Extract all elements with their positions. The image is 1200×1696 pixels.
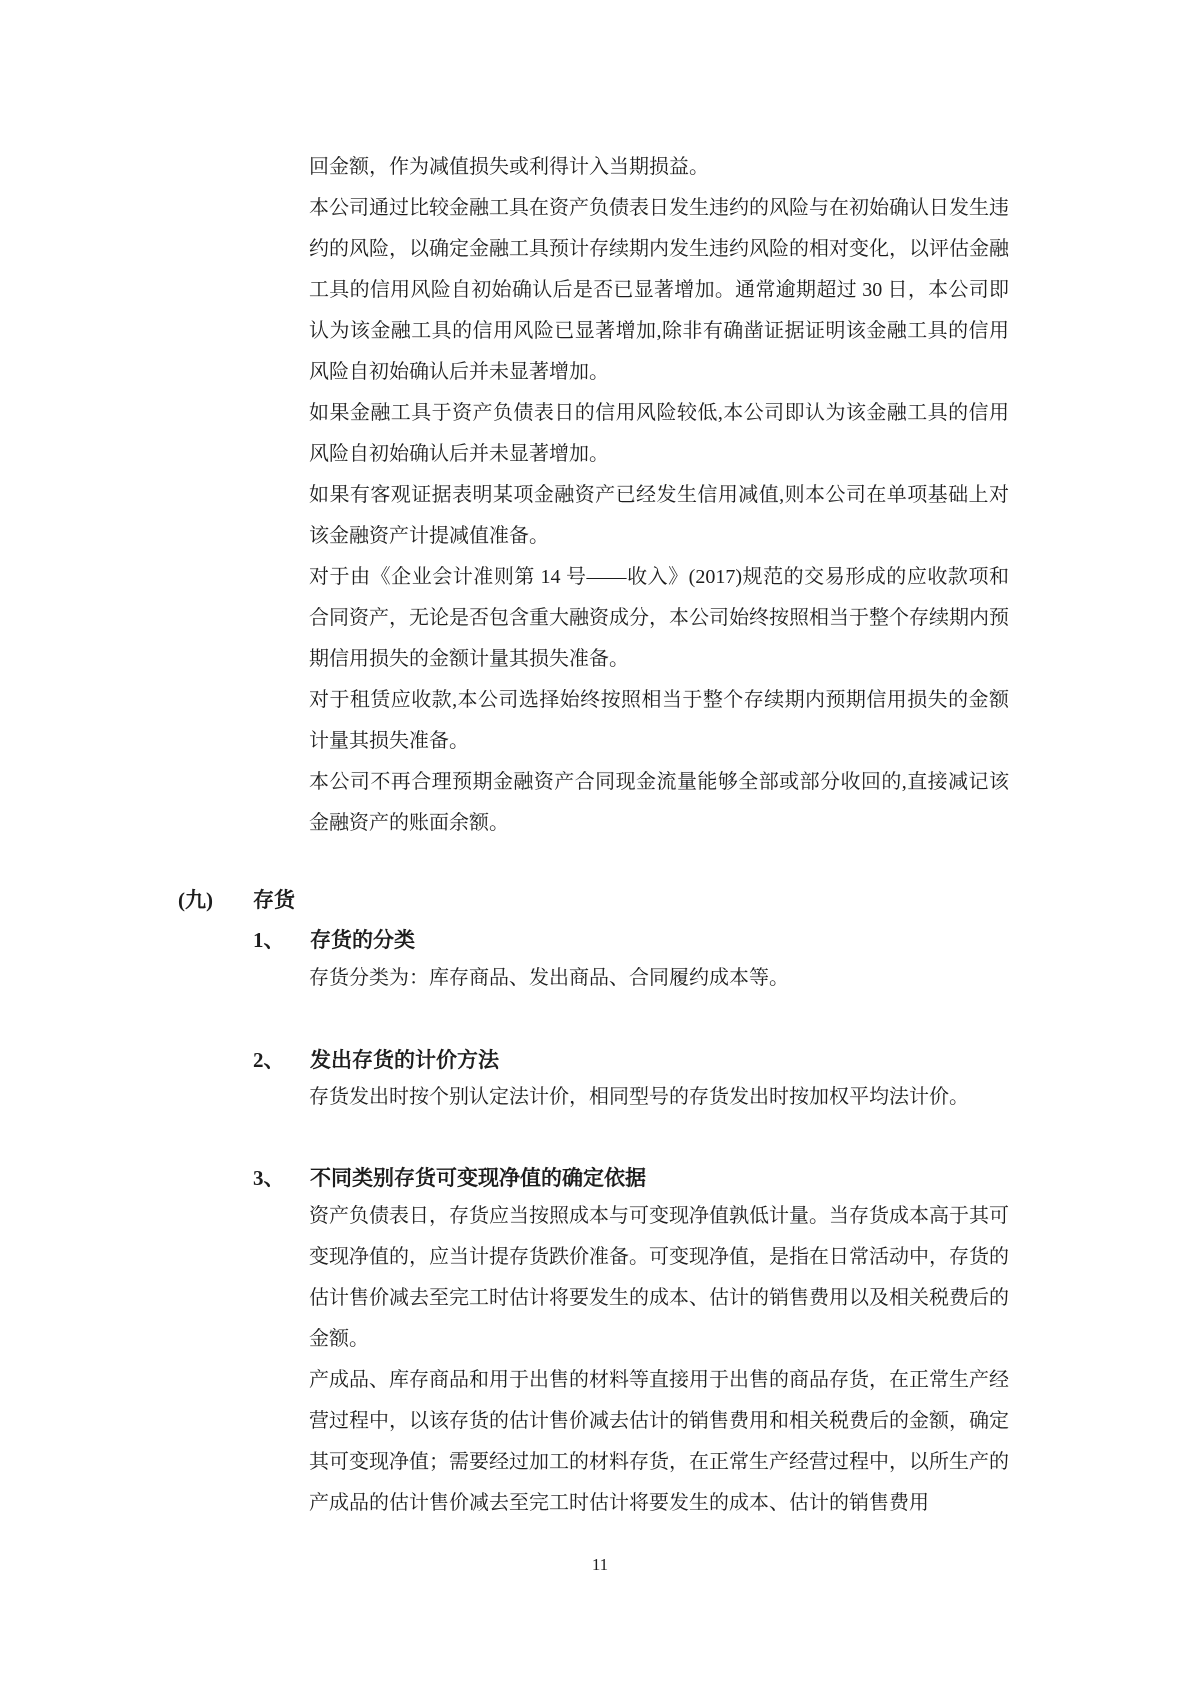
subsection-2-title: 发出存货的计价方法: [310, 1049, 499, 1072]
intro-paragraphs: [309, 147, 1009, 844]
paragraph: 如果有客观证据表明某项金融资产已经发生信用减值,则本公司在单项基础上对该金融资产计提减值准备。: [309, 484, 1009, 547]
paragraph: 资产负债表日，存货应当按照成本与可变现净值孰低计量。当存货成本高于其可变现净值的，应当计提存货跌价准备。可变现净值，是指在日常活动中，存货的估计售价减去至完工时估计将要发生的成本、估计的销售费用以及相关税费后的金额。: [309, 1205, 1009, 1350]
subsection-1-body: [309, 958, 1009, 999]
subsection-2-heading: [253, 1045, 499, 1076]
paragraph: 如果金融工具于资产负债表日的信用风险较低,本公司即认为该金融工具的信用风险自初始确认后并未显著增加。: [309, 402, 1009, 465]
subsection-3-number: 3、: [253, 1166, 285, 1190]
subsection-3-title: 不同类别存货可变现净值的确定依据: [310, 1167, 646, 1190]
paragraph: 本公司不再合理预期金融资产合同现金流量能够全部或部分收回的,直接减记该金融资产的账面余额。: [309, 771, 1009, 834]
section-title: 存货: [253, 889, 295, 912]
paragraph: 产成品、库存商品和用于出售的材料等直接用于出售的商品存货，在正常生产经营过程中，以该存货的估计售价减去估计的销售费用和相关税费后的金额，确定其可变现净值；需要经过加工的材料存货，在正常生产经营过程中，以所生产的产成品的估计售价减去至完工时估计将要发生的成本、估计的销售费用: [309, 1369, 1009, 1514]
paragraph: 本公司通过比较金融工具在资产负债表日发生违约的风险与在初始确认日发生违约的风险，以确定金融工具预计存续期内发生违约风险的相对变化，以评估金融工具的信用风险自初始确认后是否已显著增加。通常逾期超过 30 日，本公司即认为该金融工具的信用风险已显著增加,除非有确凿证据证明该金融工具的信用风险自初始确认后并未显著增加。: [309, 197, 1009, 383]
subsection-2-body: [309, 1077, 1009, 1118]
paragraph: 存货发出时按个别认定法计价，相同型号的存货发出时按加权平均法计价。: [309, 1086, 969, 1108]
page-number: 11: [591, 1555, 609, 1574]
subsection-3-body: [309, 1196, 1009, 1524]
subsection-1-title: 存货的分类: [310, 929, 415, 952]
section-label: (九): [178, 888, 213, 912]
subsection-1-number: 1、: [253, 928, 285, 952]
paragraph: 回金额，作为减值损失或利得计入当期损益。: [309, 156, 709, 178]
subsection-1-heading: [253, 925, 415, 956]
subsection-2-number: 2、: [253, 1048, 285, 1072]
paragraph: 对于租赁应收款,本公司选择始终按照相当于整个存续期内预期信用损失的金额计量其损失准备。: [309, 689, 1009, 752]
section-heading: [178, 885, 295, 916]
paragraph: 对于由《企业会计准则第 14 号——收入》(2017)规范的交易形成的应收款项和合同资产，无论是否包含重大融资成分，本公司始终按照相当于整个存续期内预期信用损失的金额计量其损失准备。: [309, 566, 1009, 670]
subsection-3-heading: [253, 1163, 646, 1194]
paragraph: 存货分类为：库存商品、发出商品、合同履约成本等。: [309, 967, 789, 989]
